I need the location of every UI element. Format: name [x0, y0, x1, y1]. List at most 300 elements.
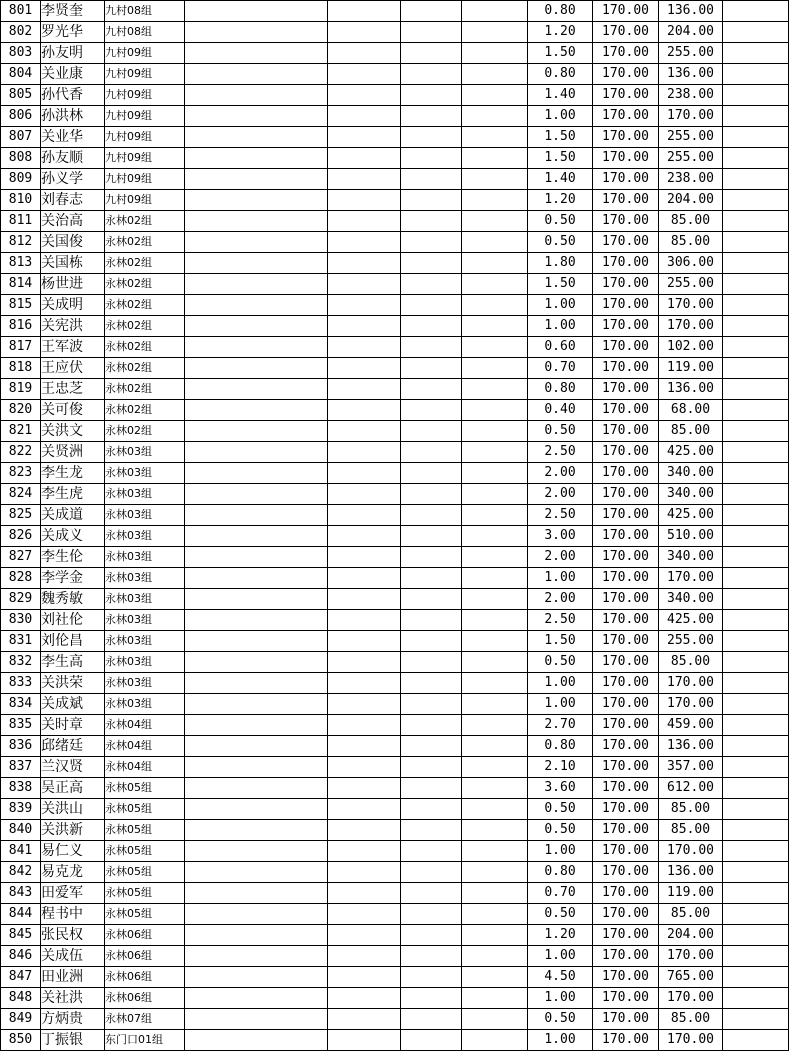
- empty-cell: [462, 925, 528, 946]
- empty-cell: [401, 883, 462, 904]
- price-cell: 170.00: [593, 673, 659, 694]
- empty-cell: [185, 22, 328, 43]
- row-number-cell: 838: [1, 778, 41, 799]
- amount-cell: 238.00: [659, 169, 723, 190]
- empty-cell: [462, 673, 528, 694]
- group-cell: 永林03组: [105, 505, 185, 526]
- price-cell: 170.00: [593, 694, 659, 715]
- amount-cell: 612.00: [659, 778, 723, 799]
- name-cell: 关成道: [41, 505, 105, 526]
- price-cell: 170.00: [593, 337, 659, 358]
- empty-cell: [723, 274, 789, 295]
- empty-cell: [401, 757, 462, 778]
- name-cell: 李学金: [41, 568, 105, 589]
- empty-cell: [723, 631, 789, 652]
- row-number-cell: 841: [1, 841, 41, 862]
- empty-cell: [401, 694, 462, 715]
- amount-cell: 204.00: [659, 190, 723, 211]
- group-cell: 永林03组: [105, 694, 185, 715]
- empty-cell: [328, 652, 401, 673]
- row-number-cell: 839: [1, 799, 41, 820]
- price-cell: 170.00: [593, 400, 659, 421]
- name-cell: 罗光华: [41, 22, 105, 43]
- empty-cell: [401, 568, 462, 589]
- price-cell: 170.00: [593, 1030, 659, 1051]
- empty-cell: [328, 64, 401, 85]
- area-cell: 0.50: [528, 799, 593, 820]
- name-cell: 吴正高: [41, 778, 105, 799]
- empty-cell: [328, 358, 401, 379]
- empty-cell: [185, 295, 328, 316]
- empty-cell: [462, 568, 528, 589]
- group-cell: 九村08组: [105, 22, 185, 43]
- empty-cell: [401, 673, 462, 694]
- name-cell: 关成义: [41, 526, 105, 547]
- empty-cell: [723, 358, 789, 379]
- name-cell: 关洪新: [41, 820, 105, 841]
- name-cell: 关可俊: [41, 400, 105, 421]
- empty-cell: [401, 85, 462, 106]
- table-row: [1, 337, 789, 358]
- empty-cell: [328, 463, 401, 484]
- area-cell: 0.50: [528, 1009, 593, 1030]
- group-cell: 永林05组: [105, 799, 185, 820]
- empty-cell: [401, 547, 462, 568]
- empty-cell: [401, 106, 462, 127]
- empty-cell: [723, 652, 789, 673]
- group-cell: 九村09组: [105, 148, 185, 169]
- empty-cell: [185, 505, 328, 526]
- row-number-cell: 842: [1, 862, 41, 883]
- row-number-cell: 827: [1, 547, 41, 568]
- empty-cell: [723, 736, 789, 757]
- amount-cell: 136.00: [659, 379, 723, 400]
- name-cell: 刘春志: [41, 190, 105, 211]
- empty-cell: [185, 568, 328, 589]
- empty-cell: [185, 841, 328, 862]
- empty-cell: [723, 190, 789, 211]
- empty-cell: [401, 862, 462, 883]
- empty-cell: [401, 400, 462, 421]
- amount-cell: 136.00: [659, 1, 723, 22]
- price-cell: 170.00: [593, 820, 659, 841]
- area-cell: 3.00: [528, 526, 593, 547]
- table-row: [1, 22, 789, 43]
- name-cell: 李生高: [41, 652, 105, 673]
- price-cell: 170.00: [593, 526, 659, 547]
- empty-cell: [723, 64, 789, 85]
- group-cell: 九村09组: [105, 127, 185, 148]
- price-cell: 170.00: [593, 421, 659, 442]
- area-cell: 0.50: [528, 904, 593, 925]
- group-cell: 永林02组: [105, 211, 185, 232]
- empty-cell: [462, 652, 528, 673]
- row-number-cell: 848: [1, 988, 41, 1009]
- price-cell: 170.00: [593, 1, 659, 22]
- table-row: [1, 526, 789, 547]
- row-number-cell: 825: [1, 505, 41, 526]
- row-number-cell: 840: [1, 820, 41, 841]
- price-cell: 170.00: [593, 232, 659, 253]
- empty-cell: [462, 337, 528, 358]
- empty-cell: [723, 862, 789, 883]
- empty-cell: [401, 1030, 462, 1051]
- price-cell: 170.00: [593, 799, 659, 820]
- empty-cell: [185, 316, 328, 337]
- group-cell: 永林04组: [105, 736, 185, 757]
- empty-cell: [723, 988, 789, 1009]
- price-cell: 170.00: [593, 547, 659, 568]
- empty-cell: [328, 967, 401, 988]
- empty-cell: [328, 631, 401, 652]
- price-cell: 170.00: [593, 274, 659, 295]
- amount-cell: 170.00: [659, 946, 723, 967]
- group-cell: 永林02组: [105, 337, 185, 358]
- area-cell: 0.70: [528, 883, 593, 904]
- empty-cell: [328, 22, 401, 43]
- row-number-cell: 819: [1, 379, 41, 400]
- name-cell: 孙洪林: [41, 106, 105, 127]
- amount-cell: 68.00: [659, 400, 723, 421]
- empty-cell: [401, 22, 462, 43]
- area-cell: 0.60: [528, 337, 593, 358]
- amount-cell: 85.00: [659, 799, 723, 820]
- area-cell: 0.80: [528, 736, 593, 757]
- empty-cell: [401, 589, 462, 610]
- table-row: [1, 925, 789, 946]
- table-row: [1, 463, 789, 484]
- empty-cell: [328, 232, 401, 253]
- empty-cell: [328, 190, 401, 211]
- price-cell: 170.00: [593, 988, 659, 1009]
- name-cell: 程书中: [41, 904, 105, 925]
- empty-cell: [185, 421, 328, 442]
- name-cell: 关洪荣: [41, 673, 105, 694]
- area-cell: 1.50: [528, 127, 593, 148]
- price-cell: 170.00: [593, 358, 659, 379]
- empty-cell: [462, 1, 528, 22]
- empty-cell: [462, 1030, 528, 1051]
- group-cell: 永林02组: [105, 274, 185, 295]
- empty-cell: [328, 925, 401, 946]
- empty-cell: [401, 841, 462, 862]
- name-cell: 关洪山: [41, 799, 105, 820]
- amount-cell: 170.00: [659, 841, 723, 862]
- empty-cell: [328, 169, 401, 190]
- empty-cell: [185, 946, 328, 967]
- empty-cell: [328, 715, 401, 736]
- table-row: [1, 568, 789, 589]
- amount-cell: 255.00: [659, 127, 723, 148]
- area-cell: 1.00: [528, 568, 593, 589]
- table-row: [1, 253, 789, 274]
- empty-cell: [185, 274, 328, 295]
- area-cell: 0.50: [528, 211, 593, 232]
- group-cell: 九村09组: [105, 169, 185, 190]
- table-row: [1, 274, 789, 295]
- empty-cell: [462, 211, 528, 232]
- price-cell: 170.00: [593, 925, 659, 946]
- amount-cell: 255.00: [659, 274, 723, 295]
- area-cell: 1.50: [528, 43, 593, 64]
- price-cell: 170.00: [593, 85, 659, 106]
- price-cell: 170.00: [593, 967, 659, 988]
- empty-cell: [328, 757, 401, 778]
- table-row: [1, 988, 789, 1009]
- group-cell: 永林04组: [105, 757, 185, 778]
- empty-cell: [462, 820, 528, 841]
- empty-cell: [185, 967, 328, 988]
- group-cell: 永林03组: [105, 589, 185, 610]
- table-row: [1, 862, 789, 883]
- empty-cell: [462, 715, 528, 736]
- group-cell: 九村09组: [105, 64, 185, 85]
- empty-cell: [723, 547, 789, 568]
- row-number-cell: 836: [1, 736, 41, 757]
- table-row: [1, 442, 789, 463]
- area-cell: 3.60: [528, 778, 593, 799]
- empty-cell: [401, 463, 462, 484]
- row-number-cell: 812: [1, 232, 41, 253]
- name-cell: 李生龙: [41, 463, 105, 484]
- table-row: [1, 841, 789, 862]
- amount-cell: 170.00: [659, 988, 723, 1009]
- empty-cell: [462, 358, 528, 379]
- empty-cell: [328, 841, 401, 862]
- name-cell: 李生虎: [41, 484, 105, 505]
- row-number-cell: 831: [1, 631, 41, 652]
- empty-cell: [185, 211, 328, 232]
- empty-cell: [185, 862, 328, 883]
- group-cell: 九村08组: [105, 1, 185, 22]
- row-number-cell: 823: [1, 463, 41, 484]
- empty-cell: [462, 295, 528, 316]
- area-cell: 1.50: [528, 148, 593, 169]
- empty-cell: [723, 694, 789, 715]
- empty-cell: [462, 148, 528, 169]
- amount-cell: 170.00: [659, 295, 723, 316]
- row-number-cell: 824: [1, 484, 41, 505]
- table-row: [1, 211, 789, 232]
- price-cell: 170.00: [593, 946, 659, 967]
- empty-cell: [328, 736, 401, 757]
- row-number-cell: 843: [1, 883, 41, 904]
- table-row: [1, 400, 789, 421]
- name-cell: 关业康: [41, 64, 105, 85]
- amount-cell: 136.00: [659, 64, 723, 85]
- row-number-cell: 803: [1, 43, 41, 64]
- empty-cell: [328, 211, 401, 232]
- name-cell: 兰汉贤: [41, 757, 105, 778]
- area-cell: 0.80: [528, 379, 593, 400]
- row-number-cell: 822: [1, 442, 41, 463]
- table-row: [1, 946, 789, 967]
- empty-cell: [328, 883, 401, 904]
- name-cell: 邱绪廷: [41, 736, 105, 757]
- table-body: [1, 1, 789, 1051]
- price-cell: 170.00: [593, 610, 659, 631]
- empty-cell: [328, 547, 401, 568]
- name-cell: 关社洪: [41, 988, 105, 1009]
- empty-cell: [401, 211, 462, 232]
- empty-cell: [462, 841, 528, 862]
- group-cell: 永林02组: [105, 232, 185, 253]
- name-cell: 孙友顺: [41, 148, 105, 169]
- price-cell: 170.00: [593, 22, 659, 43]
- name-cell: 孙义学: [41, 169, 105, 190]
- empty-cell: [462, 484, 528, 505]
- row-number-cell: 806: [1, 106, 41, 127]
- group-cell: 永林03组: [105, 673, 185, 694]
- empty-cell: [328, 106, 401, 127]
- empty-cell: [185, 757, 328, 778]
- area-cell: 2.00: [528, 589, 593, 610]
- empty-cell: [328, 484, 401, 505]
- empty-cell: [462, 379, 528, 400]
- row-number-cell: 805: [1, 85, 41, 106]
- empty-cell: [185, 715, 328, 736]
- table-row: [1, 820, 789, 841]
- table-row: [1, 148, 789, 169]
- empty-cell: [328, 85, 401, 106]
- empty-cell: [462, 1009, 528, 1030]
- empty-cell: [328, 253, 401, 274]
- empty-cell: [401, 526, 462, 547]
- empty-cell: [401, 316, 462, 337]
- empty-cell: [723, 253, 789, 274]
- empty-cell: [328, 568, 401, 589]
- area-cell: 0.50: [528, 232, 593, 253]
- empty-cell: [401, 1, 462, 22]
- price-cell: 170.00: [593, 148, 659, 169]
- empty-cell: [401, 421, 462, 442]
- amount-cell: 119.00: [659, 883, 723, 904]
- amount-cell: 765.00: [659, 967, 723, 988]
- empty-cell: [723, 715, 789, 736]
- price-cell: 170.00: [593, 1009, 659, 1030]
- empty-cell: [723, 421, 789, 442]
- row-number-cell: 802: [1, 22, 41, 43]
- table-row: [1, 799, 789, 820]
- empty-cell: [462, 442, 528, 463]
- table-row: [1, 778, 789, 799]
- amount-cell: 85.00: [659, 652, 723, 673]
- empty-cell: [723, 169, 789, 190]
- empty-cell: [328, 316, 401, 337]
- empty-cell: [328, 694, 401, 715]
- row-number-cell: 813: [1, 253, 41, 274]
- empty-cell: [462, 127, 528, 148]
- empty-cell: [401, 988, 462, 1009]
- row-number-cell: 826: [1, 526, 41, 547]
- row-number-cell: 816: [1, 316, 41, 337]
- amount-cell: 340.00: [659, 463, 723, 484]
- empty-cell: [401, 778, 462, 799]
- empty-cell: [328, 799, 401, 820]
- empty-cell: [401, 442, 462, 463]
- empty-cell: [185, 400, 328, 421]
- area-cell: 1.20: [528, 925, 593, 946]
- empty-cell: [723, 463, 789, 484]
- group-cell: 永林02组: [105, 253, 185, 274]
- empty-cell: [328, 295, 401, 316]
- amount-cell: 306.00: [659, 253, 723, 274]
- name-cell: 王忠芝: [41, 379, 105, 400]
- table-row: [1, 757, 789, 778]
- price-cell: 170.00: [593, 589, 659, 610]
- empty-cell: [328, 274, 401, 295]
- empty-cell: [723, 673, 789, 694]
- name-cell: 刘社伦: [41, 610, 105, 631]
- price-cell: 170.00: [593, 463, 659, 484]
- empty-cell: [185, 106, 328, 127]
- empty-cell: [328, 43, 401, 64]
- row-number-cell: 810: [1, 190, 41, 211]
- empty-cell: [328, 988, 401, 1009]
- amount-cell: 136.00: [659, 736, 723, 757]
- empty-cell: [462, 610, 528, 631]
- amount-cell: 170.00: [659, 316, 723, 337]
- table-row: [1, 106, 789, 127]
- price-cell: 170.00: [593, 316, 659, 337]
- amount-cell: 238.00: [659, 85, 723, 106]
- row-number-cell: 820: [1, 400, 41, 421]
- empty-cell: [185, 169, 328, 190]
- empty-cell: [401, 379, 462, 400]
- area-cell: 1.40: [528, 169, 593, 190]
- row-number-cell: 830: [1, 610, 41, 631]
- table-row: [1, 715, 789, 736]
- empty-cell: [462, 736, 528, 757]
- empty-cell: [185, 64, 328, 85]
- name-cell: 田业洲: [41, 967, 105, 988]
- empty-cell: [723, 589, 789, 610]
- empty-cell: [185, 463, 328, 484]
- row-number-cell: 833: [1, 673, 41, 694]
- empty-cell: [723, 316, 789, 337]
- group-cell: 永林03组: [105, 442, 185, 463]
- empty-cell: [328, 946, 401, 967]
- table-row: [1, 610, 789, 631]
- empty-cell: [401, 799, 462, 820]
- empty-cell: [185, 694, 328, 715]
- empty-cell: [723, 85, 789, 106]
- empty-cell: [328, 589, 401, 610]
- price-cell: 170.00: [593, 631, 659, 652]
- group-cell: 永林03组: [105, 568, 185, 589]
- name-cell: 关成斌: [41, 694, 105, 715]
- empty-cell: [185, 232, 328, 253]
- amount-cell: 170.00: [659, 1030, 723, 1051]
- amount-cell: 340.00: [659, 484, 723, 505]
- area-cell: 1.20: [528, 190, 593, 211]
- group-cell: 永林06组: [105, 946, 185, 967]
- group-cell: 永林02组: [105, 400, 185, 421]
- table-row: [1, 379, 789, 400]
- row-number-cell: 821: [1, 421, 41, 442]
- area-cell: 4.50: [528, 967, 593, 988]
- group-cell: 永林03组: [105, 652, 185, 673]
- amount-cell: 357.00: [659, 757, 723, 778]
- empty-cell: [462, 904, 528, 925]
- price-cell: 170.00: [593, 295, 659, 316]
- area-cell: 0.50: [528, 652, 593, 673]
- empty-cell: [723, 1030, 789, 1051]
- area-cell: 1.20: [528, 22, 593, 43]
- empty-cell: [328, 148, 401, 169]
- empty-cell: [401, 631, 462, 652]
- empty-cell: [185, 883, 328, 904]
